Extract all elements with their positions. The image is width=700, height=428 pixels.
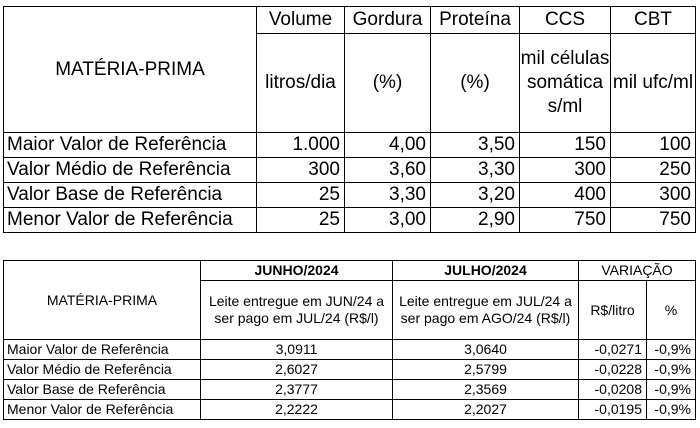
cell-protein: 3,20 (431, 183, 520, 208)
june-subheader: Leite entregue em JUN/24 a ser pago em JUL/24 (R$/l) (201, 281, 393, 340)
cell-variation: -0,0271 (579, 340, 647, 360)
variation-header: VARIAÇÃO (579, 261, 696, 281)
cell-ccs: 750 (520, 208, 611, 233)
cell-july: 2,5799 (393, 360, 579, 380)
table-row (4, 400, 696, 420)
cell-volume: 25 (257, 208, 345, 233)
column-header-fat: Gordura (345, 7, 431, 34)
unit-fat: (%) (345, 34, 431, 133)
table-row (4, 208, 696, 233)
table-row (4, 360, 696, 380)
cell-variation-percent: -0,9% (647, 360, 696, 380)
unit-ccs: mil células somática s/ml (520, 34, 611, 133)
row-label: Maior Valor de Referência (4, 340, 201, 360)
cell-june: 3,0911 (201, 340, 393, 360)
raw-material-header: MATÉRIA-PRIMA (4, 7, 257, 133)
cell-variation: -0,0195 (579, 400, 647, 420)
cell-fat: 3,60 (345, 158, 431, 183)
row-label: Menor Valor de Referência (4, 400, 201, 420)
table-row (4, 380, 696, 400)
table-row (4, 133, 696, 158)
column-header-ccs: CCS (520, 7, 611, 34)
cell-june: 2,3777 (201, 380, 393, 400)
cell-cbt: 100 (611, 133, 696, 158)
june-header: JUNHO/2024 (201, 261, 393, 281)
july-subheader: Leite entregue em JUL/24 a ser pago em AGO/24 (R$/l) (393, 281, 579, 340)
cell-variation-percent: -0,9% (647, 400, 696, 420)
cell-variation-percent: -0,9% (647, 380, 696, 400)
cell-ccs: 300 (520, 158, 611, 183)
row-label: Menor Valor de Referência (4, 208, 257, 233)
cell-june: 2,6027 (201, 360, 393, 380)
variation-value-header: R$/litro (579, 281, 647, 340)
unit-volume: litros/dia (257, 34, 345, 133)
cell-protein: 3,30 (431, 158, 520, 183)
column-header-protein: Proteína (431, 7, 520, 34)
cell-july: 3,0640 (393, 340, 579, 360)
cell-fat: 4,00 (345, 133, 431, 158)
cell-cbt: 250 (611, 158, 696, 183)
cell-volume: 300 (257, 158, 345, 183)
cell-volume: 1.000 (257, 133, 345, 158)
table-row (4, 340, 696, 360)
cell-ccs: 400 (520, 183, 611, 208)
unit-protein: (%) (431, 34, 520, 133)
cell-july: 2,2027 (393, 400, 579, 420)
variation-percent-header: % (647, 281, 696, 340)
cell-cbt: 750 (611, 208, 696, 233)
cell-ccs: 150 (520, 133, 611, 158)
cell-volume: 25 (257, 183, 345, 208)
july-header: JULHO/2024 (393, 261, 579, 281)
cell-fat: 3,00 (345, 208, 431, 233)
cell-cbt: 300 (611, 183, 696, 208)
cell-june: 2,2222 (201, 400, 393, 420)
price-variation-table (3, 260, 696, 420)
cell-variation-percent: -0,9% (647, 340, 696, 360)
table-row (4, 158, 696, 183)
row-label: Valor Médio de Referência (4, 360, 201, 380)
cell-variation: -0,0228 (579, 360, 647, 380)
row-label: Valor Médio de Referência (4, 158, 257, 183)
cell-variation: -0,0208 (579, 380, 647, 400)
cell-protein: 2,90 (431, 208, 520, 233)
cell-july: 2,3569 (393, 380, 579, 400)
reference-values-table (3, 6, 696, 233)
column-header-cbt: CBT (611, 7, 696, 34)
row-label: Valor Base de Referência (4, 380, 201, 400)
cell-protein: 3,50 (431, 133, 520, 158)
unit-cbt: mil ufc/ml (611, 34, 696, 133)
column-header-volume: Volume (257, 7, 345, 34)
row-label: Maior Valor de Referência (4, 133, 257, 158)
table-row (4, 183, 696, 208)
cell-fat: 3,30 (345, 183, 431, 208)
raw-material-header: MATÉRIA-PRIMA (4, 261, 201, 340)
row-label: Valor Base de Referência (4, 183, 257, 208)
